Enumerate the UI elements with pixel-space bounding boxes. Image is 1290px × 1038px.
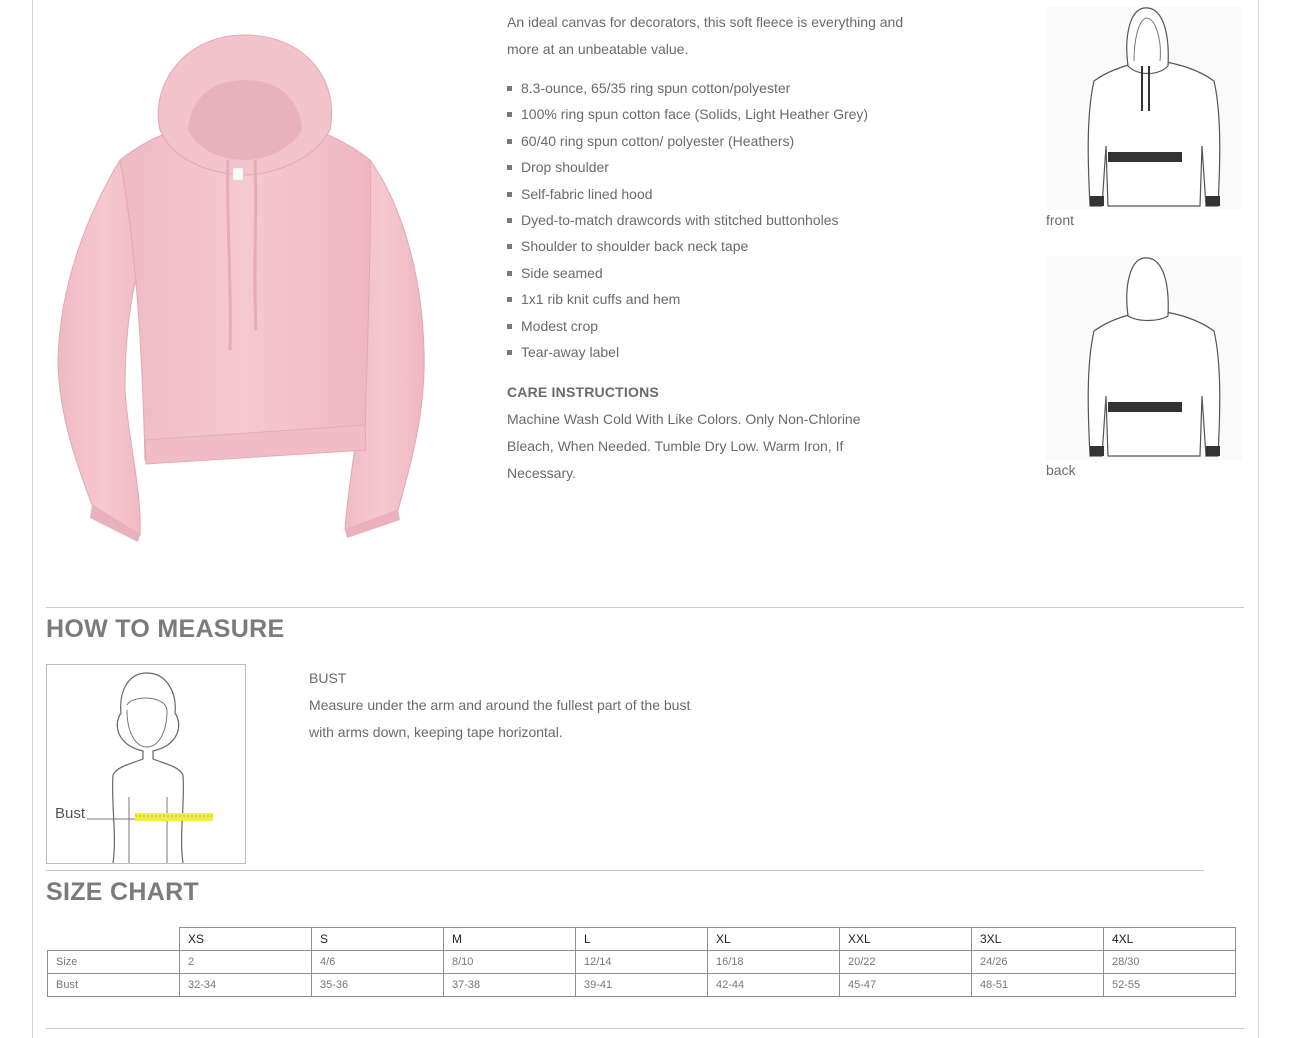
- table-cell: 52-55: [1104, 974, 1236, 997]
- table-row: [48, 974, 1236, 997]
- size-header-cell: M: [444, 928, 576, 951]
- measure-instructions-block: [309, 665, 729, 746]
- feature-item: Shoulder to shoulder back neck tape: [507, 233, 907, 259]
- section-divider: [46, 1028, 1244, 1029]
- care-instructions-text: Machine Wash Cold With Like Colors. Only Non-Chlorine Bleach, When Needed. Tumble Dry Low. Warm Iron, If Necessary.: [507, 411, 861, 482]
- table-row: [48, 951, 1236, 974]
- table-cell: 20/22: [840, 951, 972, 974]
- feature-item: Drop shoulder: [507, 154, 907, 180]
- feature-item: Self-fabric lined hood: [507, 181, 907, 207]
- how-to-measure-heading: HOW TO MEASURE: [46, 615, 285, 643]
- size-header-cell: S: [312, 928, 444, 951]
- size-chart-table: [47, 927, 1236, 997]
- care-instructions-title: CARE INSTRUCTIONS: [507, 384, 659, 401]
- table-cell: 45-47: [840, 974, 972, 997]
- size-header-cell: XS: [180, 928, 312, 951]
- table-cell: 48-51: [972, 974, 1104, 997]
- flat-back-caption: back: [1046, 462, 1076, 478]
- feature-item: 1x1 rib knit cuffs and hem: [507, 286, 907, 312]
- section-divider: [46, 870, 1204, 871]
- measure-term: BUST: [309, 670, 347, 686]
- product-hoodie-image: [50, 20, 440, 560]
- size-header-row: [48, 928, 1236, 951]
- feature-item: Modest crop: [507, 313, 907, 339]
- size-chart-heading: SIZE CHART: [46, 878, 199, 906]
- bust-diagram-label: Bust: [55, 805, 86, 822]
- table-cell: 35-36: [312, 974, 444, 997]
- table-cell: 4/6: [312, 951, 444, 974]
- row-label: Bust: [48, 974, 180, 997]
- feature-item: 100% ring spun cotton face (Solids, Light Heather Grey): [507, 101, 907, 127]
- feature-item: 60/40 ring spun cotton/ polyester (Heathers): [507, 128, 907, 154]
- measure-instructions: Measure under the arm and around the fullest part of the bust with arms down, keeping tape horizontal.: [309, 697, 691, 740]
- table-cell: 32-34: [180, 974, 312, 997]
- feature-item: Tear-away label: [507, 339, 907, 365]
- measure-diagram: [46, 664, 246, 864]
- flat-sketch-front: [1046, 6, 1242, 210]
- feature-item: Dyed-to-match drawcords with stitched buttonholes: [507, 207, 907, 233]
- flat-front-caption: front: [1046, 212, 1075, 228]
- row-label: Size: [48, 951, 180, 974]
- size-header-cell: XXL: [840, 928, 972, 951]
- table-cell: 2: [180, 951, 312, 974]
- table-cell: 28/30: [1104, 951, 1236, 974]
- table-cell: 42-44: [708, 974, 840, 997]
- product-description-block: [507, 9, 907, 487]
- table-corner-cell: [48, 928, 180, 951]
- table-cell: 16/18: [708, 951, 840, 974]
- flat-sketch-back: [1046, 256, 1242, 460]
- table-cell: 12/14: [576, 951, 708, 974]
- product-description: An ideal canvas for decorators, this soft fleece is everything and more at an unbeatable value.: [507, 14, 904, 57]
- size-header-cell: L: [576, 928, 708, 951]
- table-cell: 39-41: [576, 974, 708, 997]
- size-header-cell: XL: [708, 928, 840, 951]
- size-header-cell: 3XL: [972, 928, 1104, 951]
- feature-item: Side seamed: [507, 260, 907, 286]
- size-header-cell: 4XL: [1104, 928, 1236, 951]
- table-cell: 37-38: [444, 974, 576, 997]
- feature-list: [507, 75, 907, 365]
- table-cell: 8/10: [444, 951, 576, 974]
- feature-item: 8.3-ounce, 65/35 ring spun cotton/polyester: [507, 75, 907, 101]
- table-cell: 24/26: [972, 951, 1104, 974]
- section-divider: [46, 607, 1244, 608]
